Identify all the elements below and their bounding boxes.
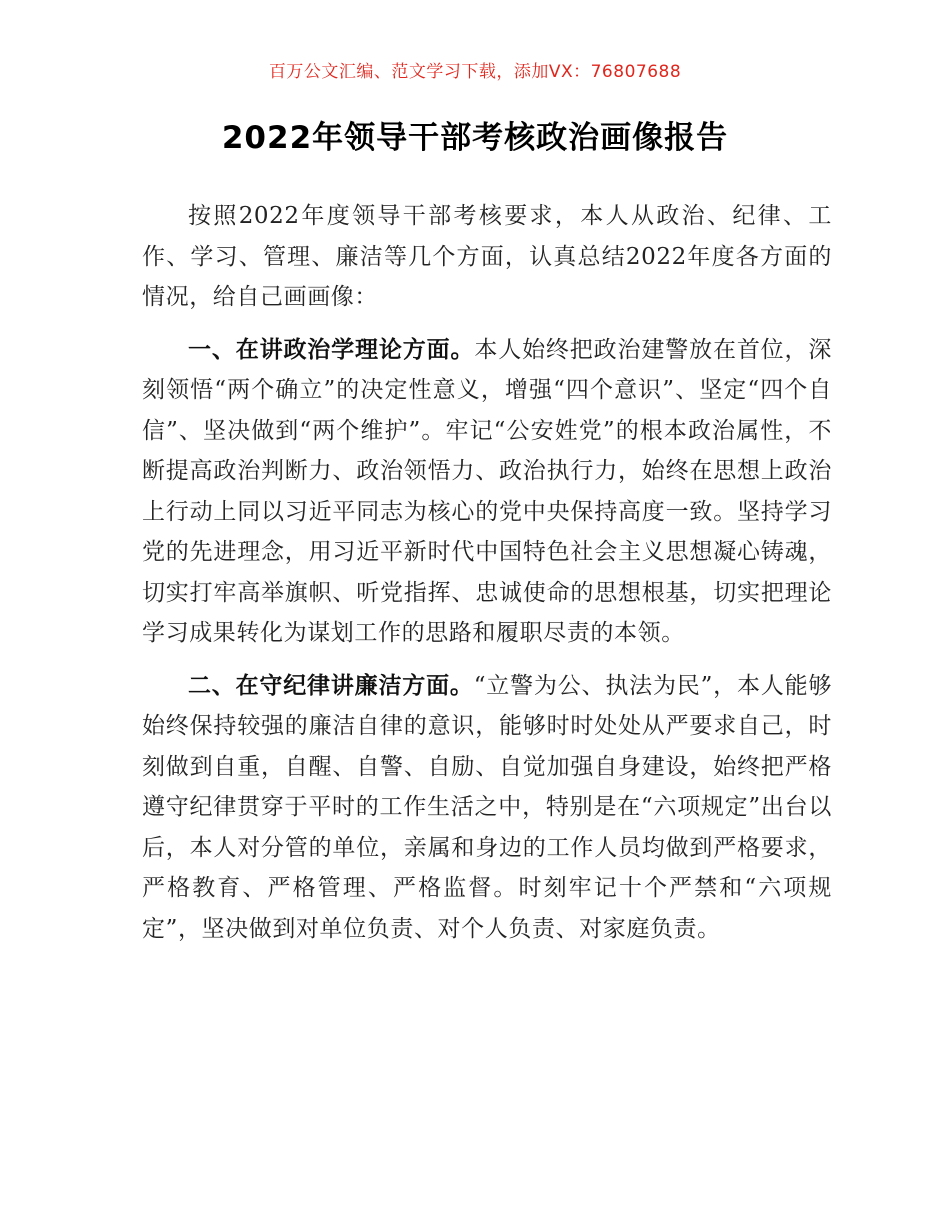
paragraph-text: 本人始终把政治建警放在首位，深刻领悟“两个确立”的决定性意义，增强“四个意识”、坚定“四个自信”、坚决做到“两个维护”。牢记“公安姓党”的根本政治属性，不断提高政治判断力、政治领悟力、政治执行力，始终在思想上政治上行动上同以习近平同志为核心的党中央保持高度一致。坚持学习党的先进理念，用习近平新时代中国特色社会主义思想凝心铸魂，切实打牢高举旗帜、听党指挥、忠诚使命的思想根基，切实把理论学习成果转化为谋划工作的思路和履职尽责的本领。 [142,336,833,646]
section-politics-paragraph [142,330,832,654]
section-heading-discipline: 二、在守纪律讲廉洁方面。 [188,671,474,699]
section-discipline-paragraph [142,666,832,950]
intro-paragraph [142,196,832,318]
document-title: 2022年领导干部考核政治画像报告 [221,120,729,156]
paragraph-text: “立警为公、执法为民”，本人能够始终保持较强的廉洁自律的意识，能够时时处处从严要求自己，时刻做到自重，自醒、自警、自励、自觉加强自身建设，始终把严格遵守纪律贯穿于平时的工作生活之中，特别是在“六项规定”出台以后，本人对分管的单位，亲属和身边的工作人员均做到严格要求，严格教育、严格管理、严格监督。时刻牢记十个严禁和“六项规定”，坚决做到对单位负责、对个人负责、对家庭负责。 [142,672,833,942]
section-heading-politics: 一、在讲政治学理论方面。 [188,335,475,363]
document-body [142,196,832,961]
paragraph-text: 按照2022年度领导干部考核要求，本人从政治、纪律、工作、学习、管理、廉洁等几个方面，认真总结2022年度各方面的情况，给自己画画像： [142,203,832,310]
header-note: 百万公文汇编、范文学习下载，添加VX：76807688 [268,62,682,82]
